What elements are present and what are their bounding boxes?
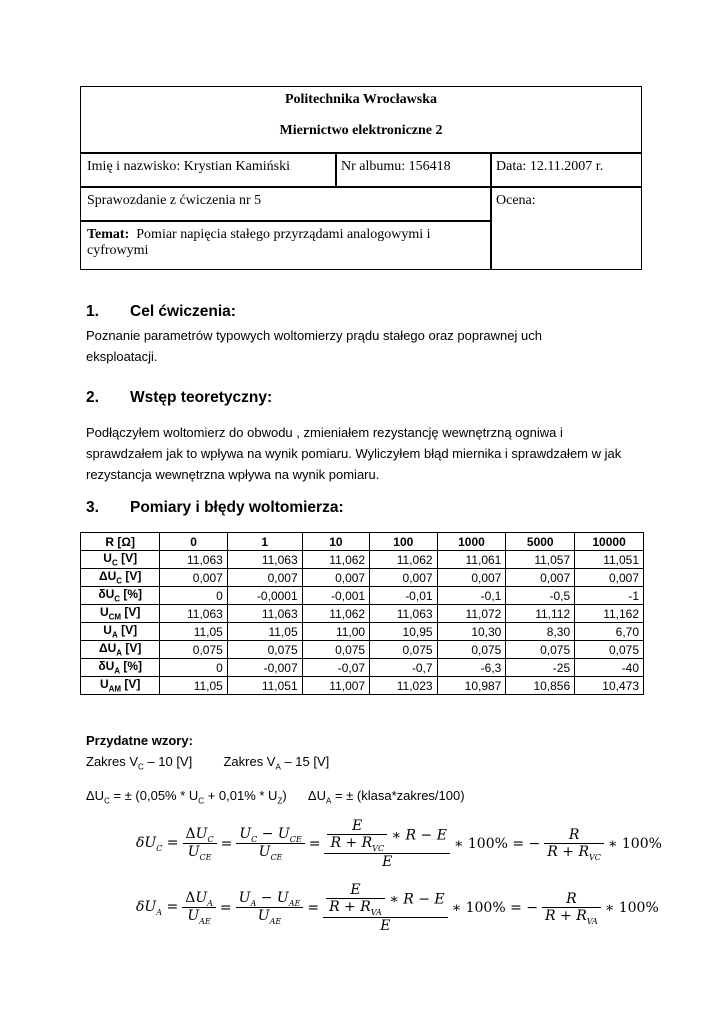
- table-cell: 0,007: [575, 569, 644, 587]
- table-cell: 0,007: [227, 569, 302, 587]
- row-header: $U_{AM}$ [V]: [81, 677, 160, 695]
- range-line: Zakres $V_C - 10$ [V] Zakres $V_A - 15$ [V]: [86, 754, 330, 772]
- table-row: [81, 551, 644, 569]
- table-cell: 0,007: [370, 569, 437, 587]
- topic: [87, 227, 447, 259]
- table-cell: 0,075: [160, 641, 227, 659]
- table-cell: 11,063: [227, 605, 302, 623]
- table-cell: -0,01: [370, 587, 437, 605]
- table-cell: 10,30: [437, 623, 506, 641]
- table-cell: 11,162: [575, 605, 644, 623]
- table-cell: 0,075: [370, 641, 437, 659]
- row-header: $\Delta U_A$ [V]: [81, 641, 160, 659]
- university-name: Politechnika Wrocławska: [284, 92, 438, 107]
- table-cell: 0,075: [437, 641, 506, 659]
- table-row: [81, 641, 644, 659]
- table-cell: 11,061: [437, 551, 506, 569]
- table-cell: 11,057: [506, 551, 575, 569]
- table-cell: 11,05: [160, 623, 227, 641]
- header-cell: R [Ω]: [81, 533, 160, 551]
- table-cell: -0,001: [302, 587, 369, 605]
- student-name: Imię i nazwisko: Krystian Kamiński: [87, 159, 290, 174]
- table-cell: 11,063: [160, 551, 227, 569]
- album-number: Nr albumu: 156418: [341, 159, 451, 174]
- table-cell: -1: [575, 587, 644, 605]
- table-cell: -0,007: [227, 659, 302, 677]
- table-cell: 11,007: [302, 677, 369, 695]
- table-cell: -0,0001: [227, 587, 302, 605]
- table-row: [81, 587, 644, 605]
- table-cell: 11,023: [370, 677, 437, 695]
- table-cell: 0,007: [437, 569, 506, 587]
- header-table: [80, 86, 642, 270]
- header-cell: 1000: [437, 533, 506, 551]
- table-cell: -0,7: [370, 659, 437, 677]
- table-cell: 0,075: [575, 641, 644, 659]
- section-2-heading: 2. Wstęp teoretyczny:: [86, 389, 273, 406]
- table-cell: 0,007: [160, 569, 227, 587]
- measurement-table: [80, 532, 644, 695]
- table-cell: 0: [160, 659, 227, 677]
- table-cell: 8,30: [506, 623, 575, 641]
- table-cell: 0,075: [227, 641, 302, 659]
- header-cell: 5000: [506, 533, 575, 551]
- table-cell: -0,1: [437, 587, 506, 605]
- row-header: $\delta U_A$ [%]: [81, 659, 160, 677]
- table-cell: 10,95: [370, 623, 437, 641]
- table-cell: -25: [506, 659, 575, 677]
- table-row: [81, 623, 644, 641]
- table-row: [81, 677, 644, 695]
- header-cell: 1: [227, 533, 302, 551]
- course-name: Miernictwo elektroniczne 2: [279, 123, 443, 138]
- report-title: Sprawozdanie z ćwiczenia nr 5: [87, 193, 262, 208]
- table-cell: 0,007: [506, 569, 575, 587]
- table-cell: 11,051: [227, 677, 302, 695]
- table-row: [81, 605, 644, 623]
- table-cell: 0: [160, 587, 227, 605]
- table-cell: 11,063: [370, 605, 437, 623]
- header-cell: 10: [302, 533, 369, 551]
- header-cell: 0: [160, 533, 227, 551]
- header-cell: 10000: [575, 533, 644, 551]
- table-cell: 11,05: [227, 623, 302, 641]
- table-cell: -0,07: [302, 659, 369, 677]
- table-cell: 0,075: [302, 641, 369, 659]
- table-cell: 6,70: [575, 623, 644, 641]
- table-cell: 11,051: [575, 551, 644, 569]
- section-1-text: Poznanie parametrów typowych woltomierzy prądu stałego oraz poprawnej uch eksploatacji.: [86, 328, 542, 364]
- table-cell: 10,856: [506, 677, 575, 695]
- table-cell: 11,063: [160, 605, 227, 623]
- table-row: [81, 659, 644, 677]
- table-cell: 11,112: [506, 605, 575, 623]
- error-formula-line: $\Delta U_C$ = ± $(0,05\% * U_C + 0,01\% * U_Z)$ $\Delta U_A$ = ± (klasa*zakres/100): [86, 788, 465, 806]
- grade-label: Ocena:: [496, 193, 536, 208]
- table-cell: 10,987: [437, 677, 506, 695]
- table-cell: -40: [575, 659, 644, 677]
- table-cell: 10,473: [575, 677, 644, 695]
- table-cell: 11,072: [437, 605, 506, 623]
- table-cell: 11,00: [302, 623, 369, 641]
- table-header-row: [81, 533, 644, 551]
- table-cell: 0,007: [302, 569, 369, 587]
- table-cell: 11,062: [370, 551, 437, 569]
- table-cell: 11,062: [302, 551, 369, 569]
- equation-voltmeter-c: $\delta U_C$ = $\frac{\Delta U_C}{U_{CE}}$ = $\frac{U_C - U_{CE}}{U_{CE}}$ = $\frac{E}{R + R_{VC}}$ ∗ R − E E ∗ 100% = − $\frac{R}{R + R_{VC}}$ ∗ 100%: [136, 818, 662, 870]
- table-row: [81, 569, 644, 587]
- table-cell: -0,5: [506, 587, 575, 605]
- topic-label: Temat:: [87, 227, 130, 242]
- row-header: $U_{CM}$ [V]: [81, 605, 160, 623]
- topic-text: Pomiar napięcia stałego przyrządami analogowymi i cyfrowymi: [87, 227, 431, 258]
- row-header: $\delta U_C$ [%]: [81, 587, 160, 605]
- row-header: $U_A$ [V]: [81, 623, 160, 641]
- row-header: $U_C$ [V]: [81, 551, 160, 569]
- table-cell: 11,05: [160, 677, 227, 695]
- table-cell: 11,063: [227, 551, 302, 569]
- section-3-heading: 3. Pomiary i błędy woltomierza:: [86, 499, 344, 516]
- row-header: $\Delta U_C$ [V]: [81, 569, 160, 587]
- table-cell: 11,062: [302, 605, 369, 623]
- formulas-heading: Przydatne wzory:: [86, 733, 193, 748]
- header-cell: 100: [370, 533, 437, 551]
- section-2-text: Podłączyłem woltomierz do obwodu , zmieniałem rezystancję wewnętrzną ogniwa i sprawdzałem jak to wpływa na wynik pomiaru. Wyliczyłem błąd miernika i sprawdzałem w jak rezystancja wewnętrzna wpływa na wynik pomiaru.: [86, 425, 622, 482]
- equation-voltmeter-a: $\delta U_A$ = $\frac{\Delta U_A}{U_{AE}}$ = $\frac{U_A - U_{AE}}{U_{AE}}$ = $\frac{E}{R + R_{VA}}$ ∗ R − E E ∗ 100% = − $\frac{R}{R + R_{VA}}$ ∗ 100%: [136, 882, 659, 934]
- section-1-heading: 1. Cel ćwiczenia:: [86, 303, 236, 320]
- table-cell: 0,075: [506, 641, 575, 659]
- report-date: Data: 12.11.2007 r.: [496, 159, 604, 174]
- table-cell: -6,3: [437, 659, 506, 677]
